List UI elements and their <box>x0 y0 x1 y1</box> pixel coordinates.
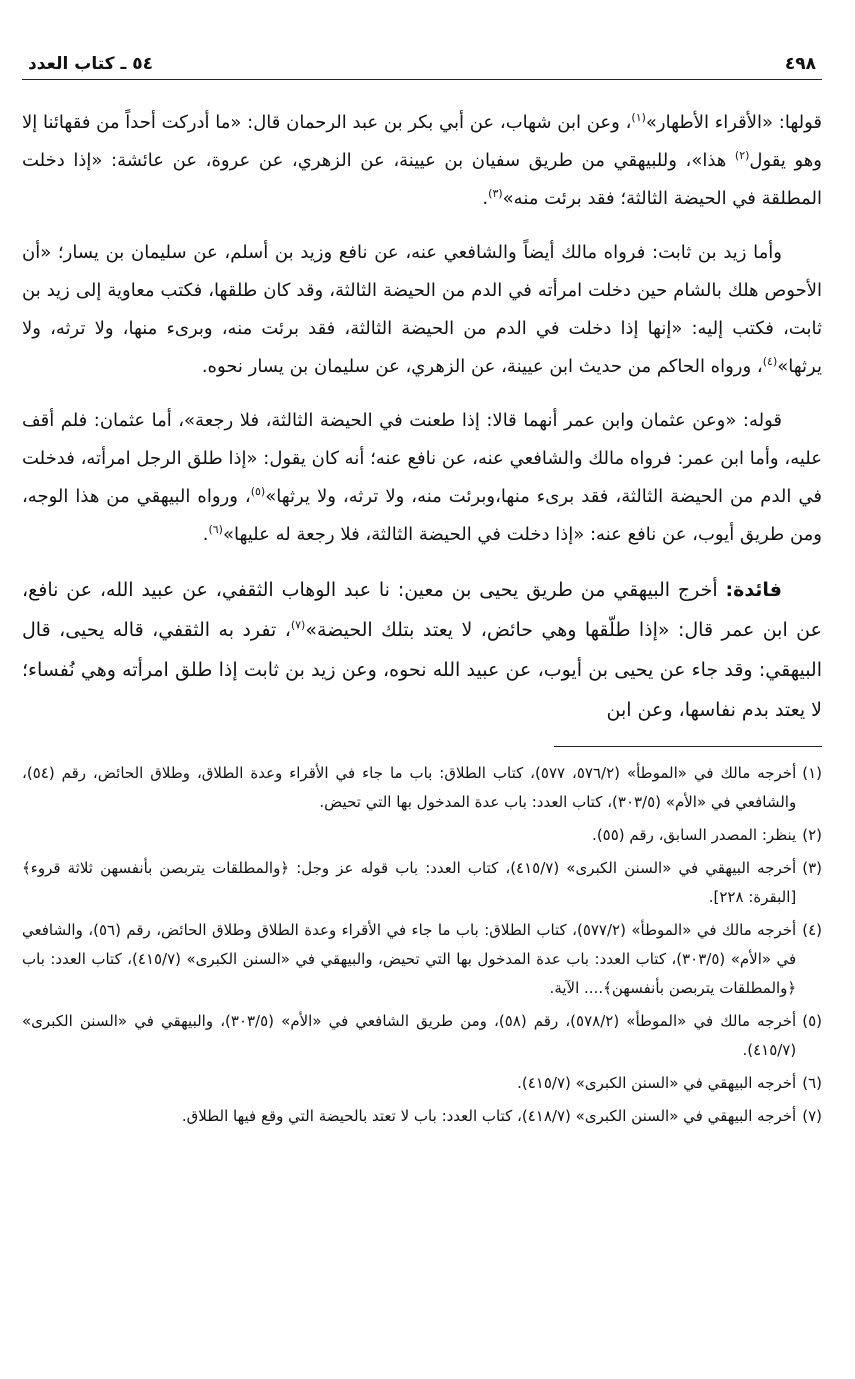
footnote-7: (٧) أخرجه البيهقي في «السنن الكبرى» (٤١٨/٧)، كتاب العدد: باب لا تعتد بالحيضة التي وقع فيها الطلاق. <box>181 1107 822 1125</box>
section-title: ٥٤ ـ كتاب العدد <box>28 54 153 74</box>
page-number: ٤٩٨ <box>784 54 816 74</box>
footnote-separator <box>554 746 822 747</box>
footnote-ref-3[interactable]: (٣) <box>488 187 503 200</box>
footnote-ref-7[interactable]: (٧) <box>290 618 306 632</box>
paragraph-faida: فائدة: أخرج البيهقي من طريق يحيى بن معين: نا عبد الوهاب الثقفي، عن عبيد الله، عن نافع، عن ابن عمر قال: «إذا طلّقها وهي حائض، لا يعتد بتلك الحيضة»$^{(٧)}$، تفرد به الثقفي، قاله يحيى، قال البيهقي: وقد جاء عن يحيى بن أيوب، عن عبيد الله نحوه، وعن زيد بن ثابت إذا طلق امرأته وهي نُفساء؛ لا يعتد بدم نفاسها، وعن ابن <box>22 579 822 721</box>
footnote-5: (٥) أخرجه مالك في «الموطأ» (٥٧٨/٢)، رقم (٥٨)، ومن طريق الشافعي في «الأم» (٣٠٣/٥)، والبيهقي في «السنن الكبرى» (٤١٥/٧). <box>22 1012 822 1059</box>
footnote-1: (١) أخرجه مالك في «الموطأ» (٥٧٦/٢، ٥٧٧)، كتاب الطلاق: باب ما جاء في الأقراء وعدة الطلاق، وطلاق الحائض، رقم (٥٤)، والشافعي في «الأم» (٣٠٣/٥)، كتاب العدد: باب عدة المدخول بها التي تحيض. <box>22 764 822 811</box>
footnote-ref-2[interactable]: (٢) <box>734 149 750 162</box>
footnote-ref-5[interactable]: (٥) <box>250 485 266 498</box>
page-header <box>22 54 822 80</box>
footnote-3: (٣) أخرجه البيهقي في «السنن الكبرى» (٤١٥/٧)، كتاب العدد: باب قوله عز وجل: ﴿والمطلقات يتربصن بأنفسهن ثلاثة قروء﴾ [البقرة: ٢٢٨]. <box>22 859 822 906</box>
main-text <box>22 104 822 730</box>
footnote-ref-1[interactable]: (١) <box>631 111 646 124</box>
footnote-ref-6[interactable]: (٦) <box>208 523 223 536</box>
footnote-ref-4[interactable]: (٤) <box>762 355 778 368</box>
faida-label: فائدة: <box>725 579 782 601</box>
footnote-4: (٤) أخرجه مالك في «الموطأ» (٥٧٧/٢)، كتاب الطلاق: باب ما جاء في الأقراء وعدة الطلاق وطلاق الحائض، رقم (٥٦)، والشافعي في «الأم» (٣٠٣/٥)، كتاب العدد: باب عدة المدخول بها التي تحيض، والبيهقي في «السنن الكبرى» (٤١٥/٧)، كتاب العدد: باب ﴿والمطلقات يتربصن بأنفسهن﴾.... الآية. <box>22 921 822 997</box>
paragraph-3: قوله: «وعن عثمان وابن عمر أنهما قالا: إذا طعنت في الحيضة الثالثة، فلا رجعة»، أما عثمان: فلم أقف عليه، وأما ابن عمر: فرواه مالك والشافعي عنه، عن نافع عنه؛ أنه كان يقول: «إذا طلق الرجل امرأته، فدخلت في الدم من الحيضة الثالثة، فقد برىء منها،وبرئت منه، ولا ترثه، ولا يرثها»$^{(٥)}$، ورواه البيهقي من هذا الوجه، ومن طريق أيوب، عن نافع عنه: «إذا دخلت في الحيضة الثالثة، فلا رجعة له عليها»$^{(٦)}$. <box>22 410 822 545</box>
book-page <box>22 54 822 1135</box>
footnote-6: (٦) أخرجه البيهقي في «السنن الكبرى» (٤١٥/٧). <box>517 1074 822 1092</box>
paragraph-2: وأما زيد بن ثابت: فرواه مالك أيضاً والشافعي عنه، عن نافع وزيد بن أسلم، عن سليمان بن يسار؛ «أن الأحوص هلك بالشام حين دخلت امرأته في الدم من الحيضة الثالثة، وقد كان طلقها، فكتب معاوية إلى زيد بن ثابت، فكتب إليه: «إنها إذا دخلت في الدم من الحيضة الثالثة، فقد برئت منه، وبرىء منها، ولا ترثه، ولا يرثها»$^{(٤)}$، ورواه الحاكم من حديث ابن عيينة، عن الزهري، عن سليمان بن يسار نحوه. <box>22 242 822 377</box>
footnotes <box>22 759 822 1131</box>
footnote-2: (٢) ينظر: المصدر السابق، رقم (٥٥). <box>592 826 822 844</box>
paragraph-1: قولها: «الأقراء الأطهار»$^{(١)}$، وعن ابن شهاب، عن أبي بكر بن عبد الرحمان قال: «ما أدركت أحداً من فقهائنا إلا وهو يقول$^{(٢)}$ هذا»، وللبيهقي من طريق سفيان بن عيينة، عن الزهري، عن عروة، عن عائشة: «إذا دخلت المطلقة في الحيضة الثالثة؛ فقد برئت منه»$^{(٣)}$. <box>22 111 822 209</box>
